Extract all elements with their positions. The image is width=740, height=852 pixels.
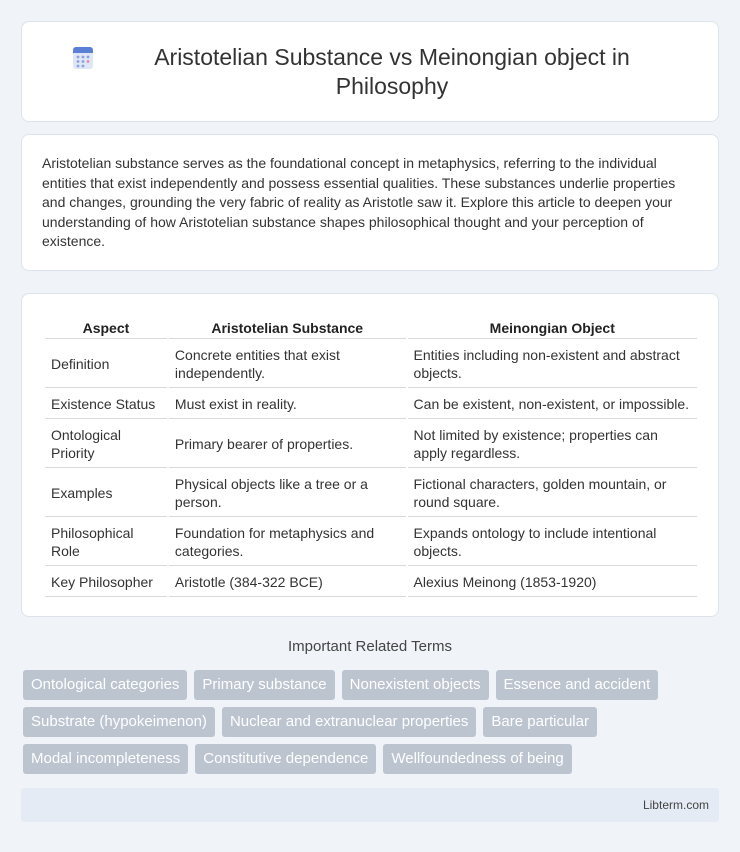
- title-wrap: [70, 43, 670, 101]
- header-aristotelian-substance: Aristotelian Substance: [169, 318, 406, 339]
- table-row: [45, 421, 697, 468]
- cell-object: Fictional characters, golden mountain, or round square.: [408, 470, 697, 517]
- tag-ontological-categories[interactable]: Ontological categories: [23, 670, 187, 700]
- tag-bare-particular[interactable]: Bare particular: [483, 707, 597, 737]
- tag-row: [23, 744, 723, 774]
- tag-modal-incompleteness[interactable]: Modal incompleteness: [23, 744, 188, 774]
- footer-brand-link[interactable]: Libterm.com: [642, 798, 709, 812]
- tag-nonexistent-objects[interactable]: Nonexistent objects: [342, 670, 489, 700]
- cell-object: Not limited by existence; properties can apply regardless.: [408, 421, 697, 468]
- cell-object: Alexius Meinong (1853-1920): [408, 568, 697, 597]
- tag-nuclear-extranuclear-properties[interactable]: Nuclear and extranuclear properties: [222, 707, 476, 737]
- comparison-table: [43, 316, 699, 599]
- tag-substrate[interactable]: Substrate (hypokeimenon): [23, 707, 215, 737]
- tag-row: [23, 707, 723, 737]
- header-aspect: Aspect: [45, 318, 167, 339]
- document-icon: [70, 45, 96, 71]
- tag-essence-and-accident[interactable]: Essence and accident: [496, 670, 659, 700]
- cell-aspect: Definition: [45, 341, 167, 388]
- tag-row: [23, 670, 723, 700]
- tag-wellfoundedness-of-being[interactable]: Wellfoundedness of being: [383, 744, 571, 774]
- cell-object: Entities including non-existent and abstract objects.: [408, 341, 697, 388]
- cell-substance: Must exist in reality.: [169, 390, 406, 419]
- cell-object: Expands ontology to include intentional objects.: [408, 519, 697, 566]
- cell-substance: Primary bearer of properties.: [169, 421, 406, 468]
- table-row: [45, 390, 697, 419]
- comparison-table-card: [21, 293, 719, 617]
- cell-substance: Foundation for metaphysics and categories.: [169, 519, 406, 566]
- table-row: [45, 519, 697, 566]
- cell-aspect: Ontological Priority: [45, 421, 167, 468]
- cell-substance: Aristotle (384-322 BCE): [169, 568, 406, 597]
- table-row: [45, 341, 697, 388]
- intro-paragraph: Aristotelian substance serves as the foundational concept in metaphysics, referring to the individual entities that exist independently and possess essential qualities. These substances underlie properties and changes, grounding the very fabric of reality as Aristotle saw it. Explore this article to deepen your understanding of how Aristotelian substance shapes philosophical thought and your perception of existence.: [42, 155, 676, 250]
- cell-aspect: Examples: [45, 470, 167, 517]
- cell-object: Can be existent, non-existent, or impossible.: [408, 390, 697, 419]
- tag-primary-substance[interactable]: Primary substance: [194, 670, 334, 700]
- title-card: [21, 21, 719, 122]
- table-row: [45, 470, 697, 517]
- cell-substance: Physical objects like a tree or a person.: [169, 470, 406, 517]
- table-header-row: [45, 318, 697, 339]
- cell-aspect: Existence Status: [45, 390, 167, 419]
- cell-substance: Concrete entities that exist independently.: [169, 341, 406, 388]
- page-title: Aristotelian Substance vs Meinongian object in Philosophy: [154, 43, 630, 99]
- table-row: [45, 568, 697, 597]
- cell-aspect: Key Philosopher: [45, 568, 167, 597]
- header-meinongian-object: Meinongian Object: [408, 318, 697, 339]
- cell-aspect: Philosophical Role: [45, 519, 167, 566]
- intro-card: [21, 134, 719, 271]
- related-terms-heading: Important Related Terms: [288, 638, 452, 655]
- related-terms-list: [23, 670, 723, 781]
- footer: [21, 788, 719, 822]
- tag-constitutive-dependence[interactable]: Constitutive dependence: [195, 744, 376, 774]
